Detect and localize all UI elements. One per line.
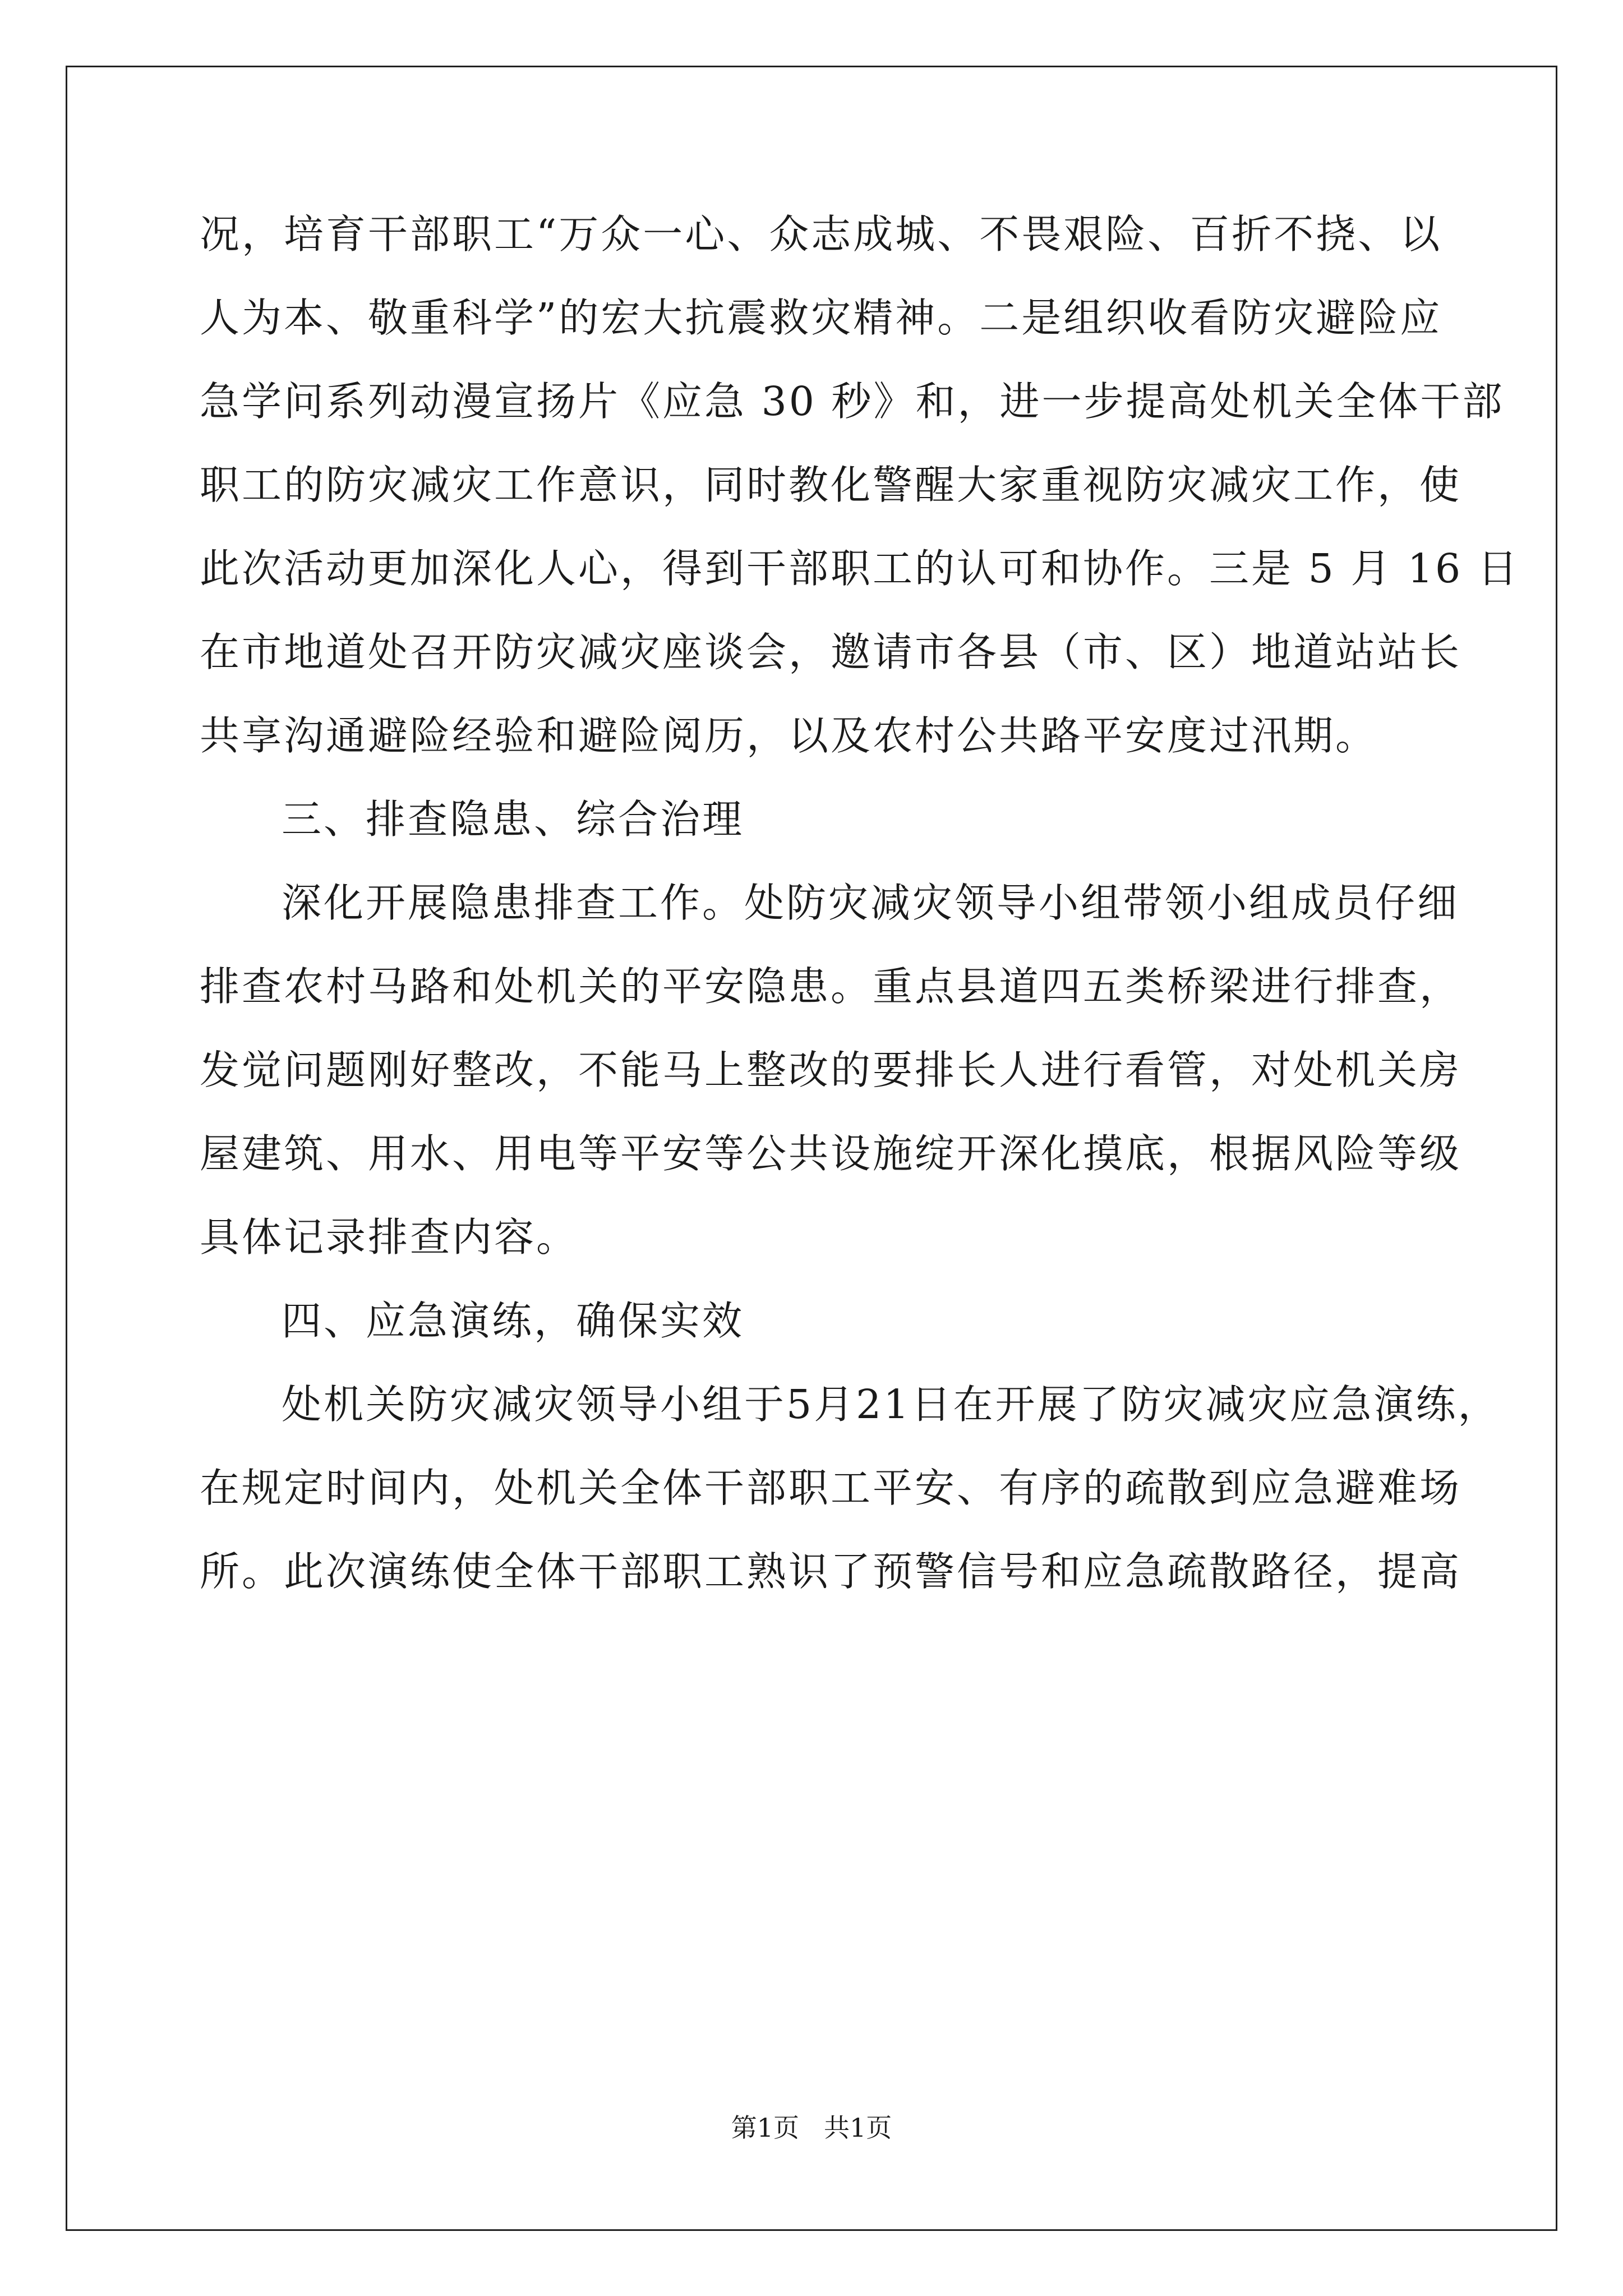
page-number-current: 第1页: [731, 2113, 800, 2143]
document-body: [200, 211, 1520, 1635]
page-footer: [0, 2115, 1623, 2141]
paragraph-line: 共享沟通避险经验和避险阅历，以及农村公共路平安度过汛期。: [200, 712, 1378, 759]
section-heading: 四、应急演练，确保实效: [282, 1297, 745, 1344]
paragraph-line: 处机关防灾减灾领导小组于5月21日在开展了防灾减灾应急演练，: [282, 1381, 1500, 1428]
paragraph-line: 发觉问题刚好整改，不能马上整改的要排长人进行看管，对处机关房: [200, 1047, 1462, 1093]
paragraph-line: 所。此次演练使全体干部职工熟识了预警信号和应急疏散路径，提高: [200, 1548, 1462, 1595]
paragraph-line: 人为本、敬重科学”的宏大抗震救灾精神。二是组织收看防灾避险应: [200, 295, 1442, 341]
paragraph-line: 深化开展隐患排查工作。处防灾减灾领导小组带领小组成员仔细: [282, 880, 1460, 926]
paragraph-line: 排查农村马路和处机关的平安隐患。重点县道四五类桥梁进行排查，: [200, 963, 1462, 1010]
paragraph-line: 在规定时间内，处机关全体干部职工平安、有序的疏散到应急避难场: [200, 1465, 1462, 1511]
paragraph-line: 在市地道处召开防灾减灾座谈会，邀请市各县（市、区）地道站站长: [200, 629, 1462, 675]
section-heading: 三、排查隐患、综合治理: [282, 796, 745, 843]
page-number-total: 共1页: [823, 2113, 892, 2143]
paragraph-line: 况，培育干部职工“万众一心、众志成城、不畏艰险、百折不挠、以: [200, 211, 1442, 257]
paragraph-line: 职工的防灾减灾工作意识，同时教化警醒大家重视防灾减灾工作，使: [200, 462, 1462, 508]
paragraph-line: 此次活动更加深化人心，得到干部职工的认可和协作。三是 5 月 16 日: [200, 545, 1520, 592]
paragraph-line: 具体记录排查内容。: [200, 1214, 579, 1260]
paragraph-line: 急学问系列动漫宣扬片《应急 30 秒》和，进一步提高处机关全体干部: [200, 378, 1505, 425]
paragraph-line: 屋建筑、用水、用电等平安等公共设施绽开深化摸底，根据风险等级: [200, 1130, 1462, 1177]
